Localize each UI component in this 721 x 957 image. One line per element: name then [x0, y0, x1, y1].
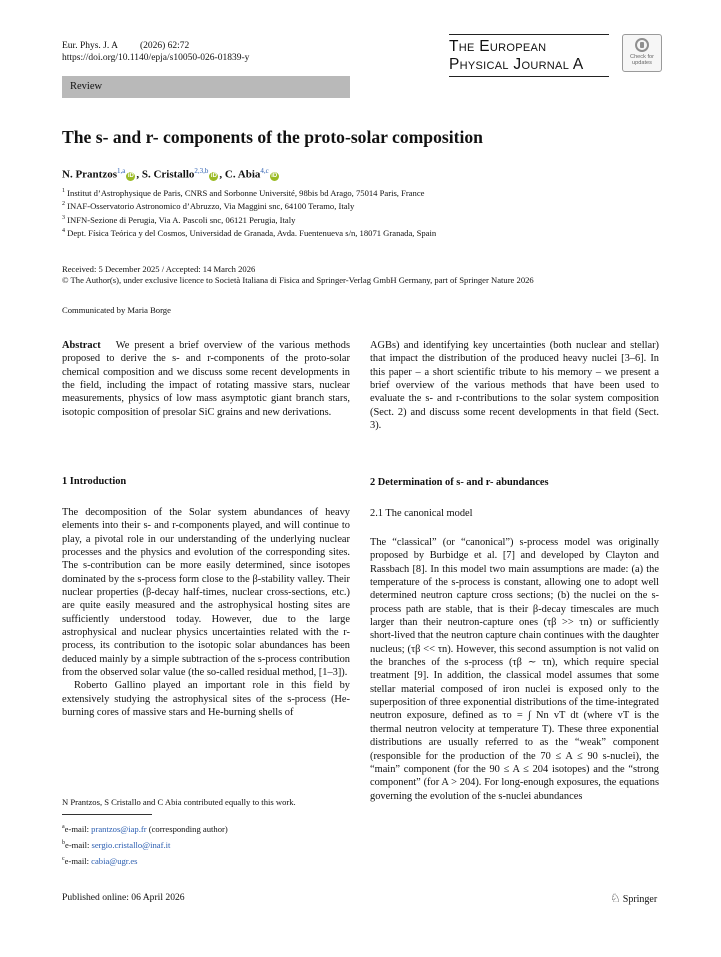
abstract-label: Abstract — [62, 340, 101, 351]
publisher-name: Springer — [622, 894, 658, 905]
article-type-banner: Review — [62, 76, 350, 98]
publisher-logo — [610, 891, 657, 906]
journal-logo — [449, 34, 609, 77]
footnote-equal-contribution: N Prantzos, S Cristallo and C Abia contributed equally to this work. — [62, 797, 296, 807]
check-for-updates-button[interactable] — [622, 34, 662, 72]
footnote-mark: b — [62, 839, 65, 846]
email-prefix: e-mail: — [65, 839, 92, 850]
intro-body — [62, 506, 350, 720]
email-prefix: e-mail: — [64, 855, 92, 866]
communicated-by: Communicated by Maria Borge — [62, 305, 171, 315]
email-link[interactable]: prantzos@iap.fr — [91, 823, 147, 834]
published-online: Published online: 06 April 2026 — [62, 892, 185, 903]
header-citation — [62, 40, 249, 64]
copyright: © The Author(s), under exclusive licence to Società Italiana di Fisica and Springer-Verlag GmbH Germany, part of Springer Nature 2026 — [62, 275, 534, 285]
bookmark-icon — [635, 38, 649, 52]
affil-text: Dept. Física Teórica y del Cosmos, Universidad de Granada, Avda. Fuentenueva s/n, 18071 Granada, Spain — [67, 227, 437, 238]
orcid-icon[interactable]: iD — [127, 172, 134, 179]
author-list: N. Prantzos$^{1,a}$iD , S. Cristallo$^{2,3,b}$iD , C. Abia$^{4,c}$iD — [62, 167, 278, 181]
orcid-icon[interactable]: iD — [271, 172, 278, 179]
check-updates-text-1: Check for — [630, 54, 654, 60]
volume-info: (2026) 62:72 — [139, 41, 190, 51]
subsection-heading-canonical: 2.1 The canonical model — [370, 508, 473, 519]
footnote-emails — [62, 822, 228, 867]
author-affil-sup[interactable]: 4,c — [260, 167, 269, 175]
affil-text: Institut d’Astrophysique de Paris, CNRS and Sorbonne Université, 98bis bd Arago, 75014 Paris, France — [67, 187, 425, 198]
affil-number: 4 — [62, 227, 65, 234]
footnote-mark: c — [62, 855, 65, 862]
abstract — [62, 339, 350, 419]
journal-name-line1: The European — [449, 38, 547, 55]
affil-text: INFN-Sezione di Perugia, Via A. Pascoli snc, 06121 Perugia, Italy — [67, 214, 296, 225]
affil-text: INAF-Osservatorio Astronomico d’Abruzzo, Via Maggini snc, 64100 Teramo, Italy — [67, 201, 355, 212]
section-heading-determination: 2 Determination of s- and r- abundances — [370, 477, 549, 488]
affil-number: 3 — [62, 214, 65, 221]
canonical-model-body — [370, 536, 659, 803]
paragraph: The “classical” (or “canonical”) s-process model was originally proposed by Burbidge et al. [7] and developed by Clayton and Rassbach [8]. In this model two main assumptions are made: (a) the temperature of the s-process is constant, allowing one to adopt well determined neutron capture cross sections; (b) the nuclei on the s-process path are stable, that is their β-decay timescales are much larger than their neutron-capture ones (τβ >> τn) or sufficiently short-lived that the neutron capture chain continues with the daughter nucleus; (τβ << τn). However, this second assumption is not valid on the branches of the s-process (τβ ∼ τn), which require special treatment [9]. In addition, the classical model assumes that some stellar material composed of iron nuclei is exposed only to the superposition of three exponential distributions of the time-integrated neutron exposure, defined as τo = ∫ Nn vT dt (where vT is the thermal neutron velocity at temperature T). These three exponential distributions are usually referred to as the “weak” component (responsible for the production of the 70 ≤ A ≤ 90 s-nuclei), the “main” component (for the 90 ≤ A ≤ 204 isotopes) and the “strong component” (for A > 204). For long-enough exposures, the equations governing the evolution of the s-nuclei abundances — [370, 537, 659, 802]
doi-link[interactable]: https://doi.org/10.1140/epja/s10050-026-01839-y — [62, 53, 250, 63]
footnote-mark: a — [62, 824, 65, 830]
orcid-icon[interactable]: iD — [210, 172, 217, 179]
received-accepted: Received: 5 December 2025 / Accepted: 14 March 2026 — [62, 264, 256, 274]
abstract-continued — [370, 339, 659, 432]
paragraph: The decomposition of the Solar system abundances of heavy elements into their s- and r-components played, and will continue to play, a pivotal role in our understanding of the underlying nuclear processes and the physics and evolution of the corresponding sites. The s-contribution can be more easily determined, since isotopes dominated by the s-process form close to the β-stability valley. Their nuclear properties (β-decay half-times, nuclear cross-sections, etc.) are quite easily measured and the astrophysical hosting sites are sufficiently understood today. However, due to the large astrophysical and nuclear physics uncertainties related with the r-process, its contribution to the isotopic solar abundances has been deduced mainly by a simple subtraction of the s-process contribution from the observed solar value (the so-called residual method, [1–3]). — [62, 507, 350, 679]
email-link[interactable]: cabia@ugr.es — [91, 855, 138, 866]
author-name: C. Abia — [224, 168, 261, 181]
journal-abbrev: Eur. Phys. J. A — [62, 41, 118, 51]
email-link[interactable]: sergio.cristallo@inaf.it — [91, 839, 171, 850]
springer-horse-icon: ♘ — [610, 891, 621, 905]
email-note: (corresponding author) — [146, 823, 228, 834]
footnote-divider — [62, 814, 152, 815]
author-affil-sup[interactable]: 1,a — [117, 167, 126, 175]
author-name: S. Cristallo — [141, 168, 195, 181]
section-heading-intro: 1 Introduction — [62, 476, 127, 487]
affiliation — [62, 213, 436, 226]
journal-name-line2: Physical Journal A — [449, 56, 609, 77]
affiliations — [62, 186, 436, 239]
affiliation — [62, 199, 436, 212]
affiliation — [62, 226, 436, 239]
author-name: N. Prantzos — [62, 168, 117, 181]
affiliation — [62, 186, 436, 199]
article-title: The s- and r- components of the proto-solar composition — [62, 127, 483, 147]
affil-number: 1 — [62, 188, 65, 194]
check-updates-text-2: updates — [632, 60, 652, 66]
paragraph: Roberto Gallino played an important role in this field by extensively studying the astrophysical sites of the s-process (He-burning cores of massive stars and He-burning shells of — [62, 680, 350, 719]
email-prefix: e-mail: — [64, 823, 92, 834]
article-dates — [62, 264, 534, 286]
abstract-text: We present a brief overview of the various methods proposed to derive the s- and r-components of the proto-solar chemical composition and we discuss some recent developments in the field, including the impact of rotating massive stars, nuclear measurements, physics of low mass asymptotic giant branch stars, isotopic composition of presolar SiC grains and new derivations. — [62, 340, 350, 418]
author-affil-sup[interactable]: 2,3,b — [194, 167, 209, 175]
affil-number: 2 — [62, 201, 65, 208]
paragraph: AGBs) and identifying key uncertainties (both nuclear and stellar) that impact the distribution of the produced heavy nuclei [3–6]. In this paper – a short scientific tribute to his memory – we present a brief overview of the various methods that have been used to evaluate the s- and r-contributions to the solar system composition (Sect. 2) and discuss some recent developments in that field (Sect. 3). — [370, 340, 659, 432]
